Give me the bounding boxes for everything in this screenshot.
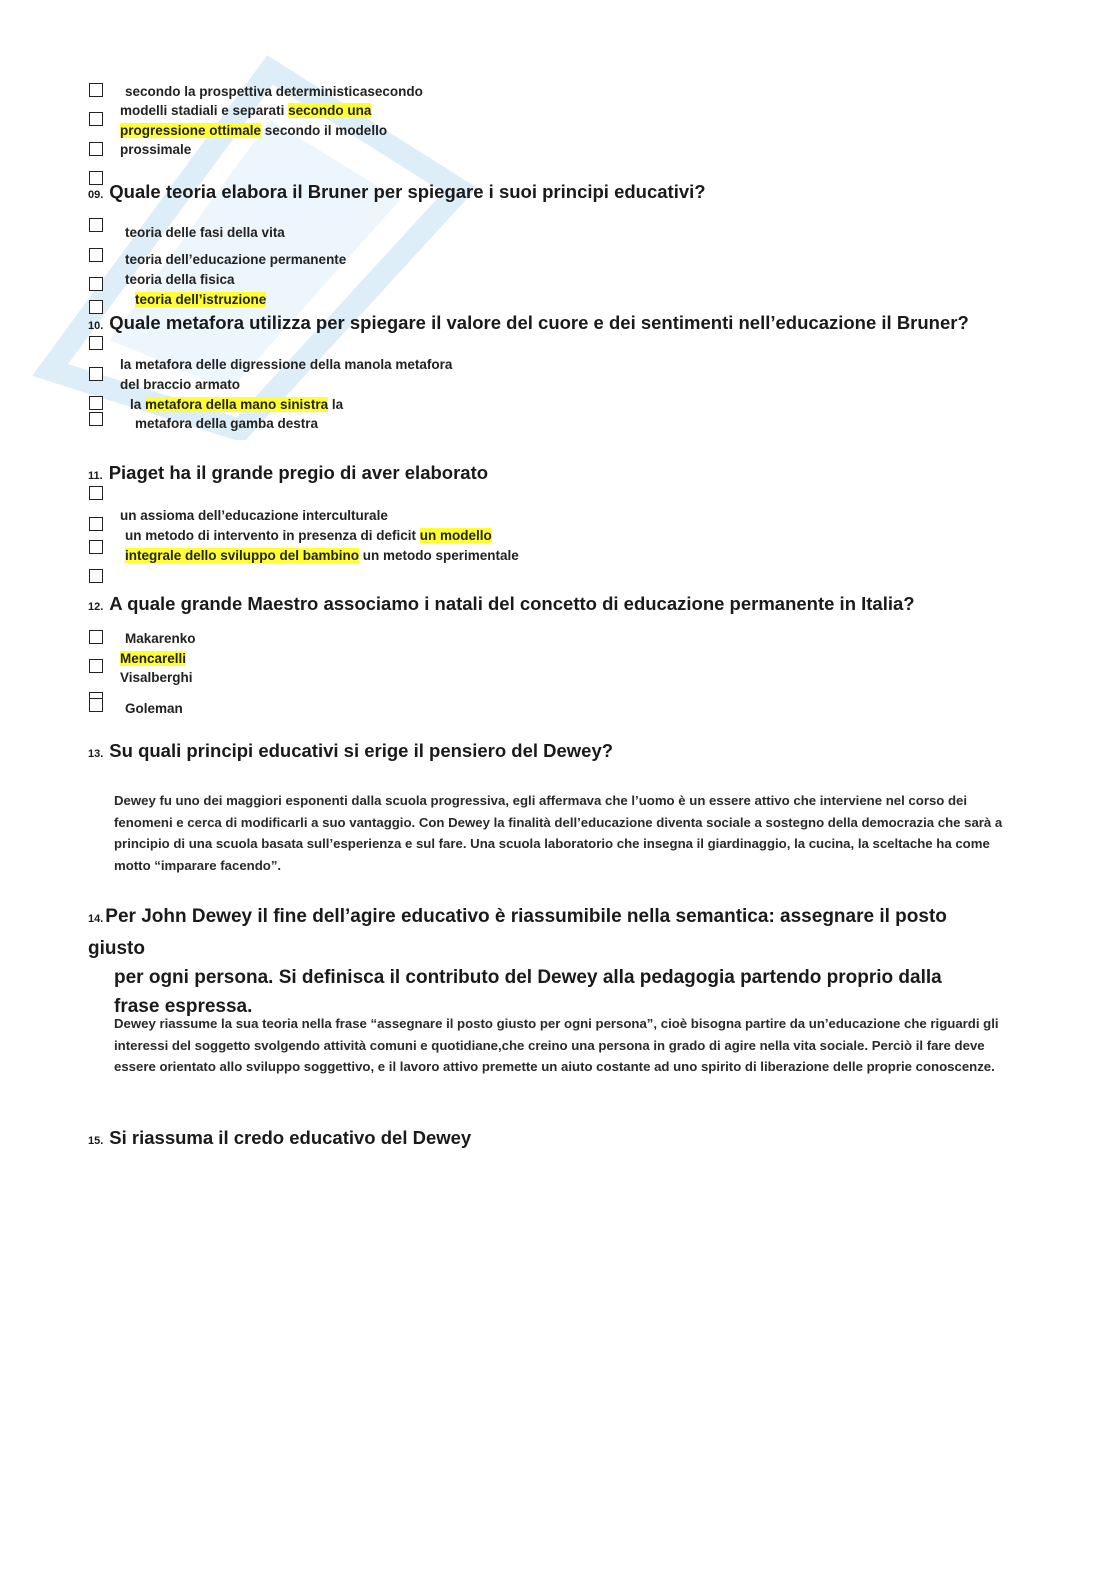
highlighted-answer: secondo una: [288, 103, 372, 118]
question-text: Piaget ha il grande pregio di aver elaborato: [108, 462, 489, 483]
option-text-part: Goleman: [125, 701, 183, 716]
option-text: [120, 377, 240, 393]
checkbox[interactable]: [89, 367, 103, 381]
option-text: [125, 548, 519, 564]
question-text: Su quali principi educativi si erige il pensiero del Dewey?: [109, 740, 614, 761]
option-text-part: la: [328, 397, 344, 412]
checkbox[interactable]: [89, 83, 103, 97]
option-text-part: la metafora delle digressione della manola metafora: [120, 357, 453, 372]
question-text: Quale metafora utilizza per spiegare il valore del cuore e dei sentimenti nell’educazione il Bruner?: [109, 312, 969, 333]
checkbox[interactable]: [89, 659, 103, 673]
question-heading: [88, 740, 613, 765]
question-heading: [88, 181, 706, 206]
question-number: 13.: [88, 748, 104, 760]
checkbox[interactable]: [89, 569, 103, 583]
option-text: [135, 416, 318, 432]
checkbox[interactable]: [89, 396, 103, 410]
option-text-part: modelli stadiali e separati: [120, 103, 289, 118]
option-text: [125, 528, 492, 544]
highlighted-answer: teoria dell’istruzione: [135, 292, 267, 307]
option-text-part: un metodo sperimentale: [359, 548, 519, 563]
option-text-part: del braccio armato: [120, 377, 241, 392]
question-number: 12.: [88, 601, 104, 613]
question-text: Per John Dewey il fine dell’agire educativo è riassumibile nella semantica: assegnare il posto giusto: [88, 906, 947, 959]
question-text: Quale teoria elabora il Bruner per spiegare i suoi principi educativi?: [109, 181, 706, 202]
option-text-part: teoria dell’educazione permanente: [125, 252, 347, 267]
option-text-part: Visalberghi: [120, 670, 193, 685]
option-text: [135, 292, 266, 308]
checkbox[interactable]: [89, 412, 103, 426]
highlighted-answer: metafora della mano sinistra: [145, 397, 329, 412]
option-text: [120, 357, 452, 373]
option-text: [120, 103, 371, 119]
question-heading: [88, 1127, 471, 1152]
answer-paragraph: Dewey riassume la sua teoria nella frase “assegnare il posto giusto per ogni persona”, cioè bisogna partire da un’educazione che riguardi gli interessi del soggetto svolgendo attività comuni e quotidiane,che creino una persona in grado di agire nella vita sociale. Perciò il fare deve essere orientato allo sviluppo soggettivo, e il lavoro attivo premette un aiuto costante ad uno spirito di liberazione delle proprie conoscenze.: [114, 1016, 999, 1074]
checkbox[interactable]: [89, 517, 103, 531]
option-text: [125, 84, 423, 100]
question-number: 14.: [88, 913, 104, 925]
checkbox[interactable]: [89, 540, 103, 554]
checkbox[interactable]: [89, 218, 103, 232]
question-heading: [88, 312, 969, 337]
answer-paragraph: Dewey fu uno dei maggiori esponenti dalla scuola progressiva, egli affermava che l’uomo è un essere attivo che interviene nel corso dei fenomeni e cerca di modificarli a suo vantaggio. Con Dewey la finalità dell’educazione diventa sociale a sostegno della democrazia che sarà a principio di una scuola basata sull’esperienza e sul fare. Una scuola laboratorio che insegna il giardinaggio, la cucina, la sceltache ha come motto “imparare facendo”.: [114, 793, 1003, 873]
question-number: 10.: [88, 320, 104, 332]
checkbox[interactable]: [89, 692, 103, 712]
option-text: [120, 123, 387, 139]
checkbox[interactable]: [89, 277, 103, 291]
option-text-part: prossimale: [120, 142, 192, 157]
option-text: [120, 142, 191, 158]
highlighted-answer: un modello: [419, 528, 492, 543]
option-text-part: un assioma dell’educazione interculturale: [120, 508, 388, 523]
option-text: [120, 508, 388, 524]
option-text-part: la: [130, 397, 146, 412]
option-text-part: secondo la prospettiva deterministicasecondo: [125, 84, 423, 99]
option-text: [125, 631, 196, 647]
option-text: [125, 701, 183, 717]
option-text: [130, 397, 343, 413]
question-number: 15.: [88, 1135, 104, 1147]
checkbox[interactable]: [89, 630, 103, 644]
question-heading: [88, 593, 915, 618]
option-text: [125, 225, 285, 241]
checkbox[interactable]: [89, 142, 103, 156]
question-text: Si riassuma il credo educativo del Dewey: [109, 1127, 472, 1148]
option-text-part: secondo il modello: [261, 123, 388, 138]
question-number: 11.: [88, 470, 103, 482]
question-text: A quale grande Maestro associamo i natali del concetto di educazione permanente in Italia?: [109, 593, 915, 614]
checkbox[interactable]: [89, 112, 103, 126]
highlighted-answer: progressione ottimale: [120, 123, 262, 138]
option-text-part: teoria delle fasi della vita: [125, 225, 285, 240]
question-text-continued: per ogni persona. Si definisca il contributo del Dewey alla pedagogia partendo proprio dalla frase espressa.: [114, 967, 942, 1017]
checkbox[interactable]: [89, 336, 103, 350]
option-text: [125, 272, 235, 288]
option-text: [125, 252, 346, 268]
option-text-part: teoria della fisica: [125, 272, 235, 287]
option-text: [120, 651, 186, 667]
highlighted-answer: Mencarelli: [120, 651, 187, 666]
option-text-part: Makarenko: [125, 631, 196, 646]
option-text: [120, 670, 193, 686]
question-heading: [88, 902, 988, 1021]
question-number: 09.: [88, 189, 104, 201]
option-text-part: un metodo di intervento in presenza di deficit: [125, 528, 420, 543]
option-text-part: metafora della gamba destra: [135, 416, 319, 431]
question-heading: [88, 462, 488, 487]
checkbox[interactable]: [89, 248, 103, 262]
checkbox[interactable]: [89, 486, 103, 500]
highlighted-answer: integrale dello sviluppo del bambino: [125, 548, 360, 563]
